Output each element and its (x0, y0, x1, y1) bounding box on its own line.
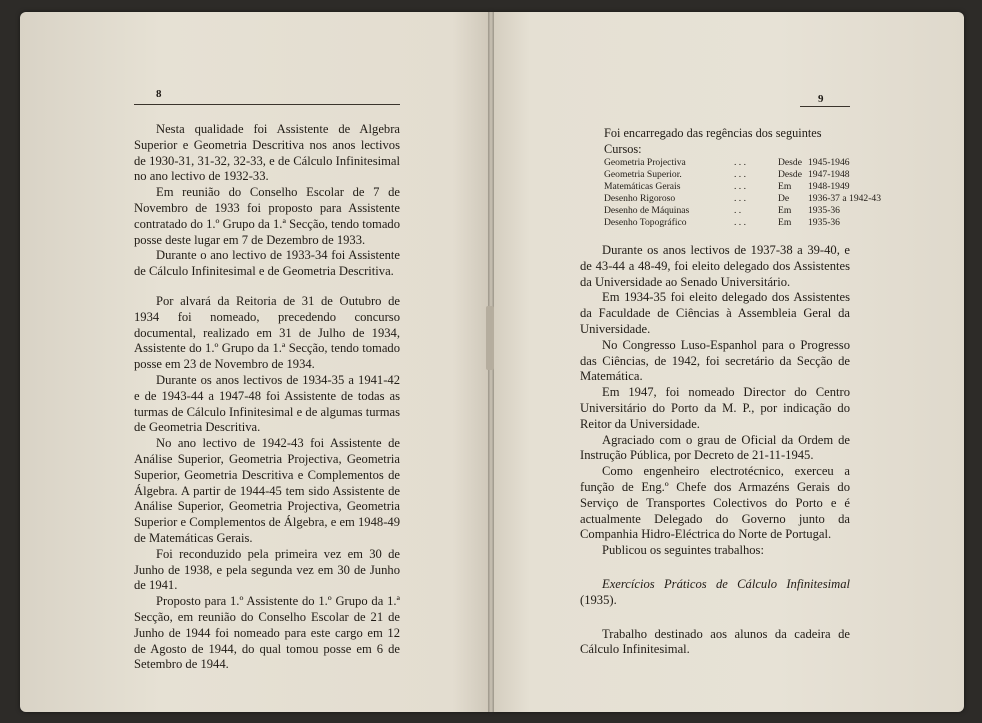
regencia-dots: . . . (734, 157, 746, 168)
regencia-prep: Desde (778, 169, 802, 181)
regencia-prep: De (778, 193, 790, 205)
paragraph: No ano lectivo de 1942-43 foi Assistente de Análise Superior, Geometria Projectiva, Geometria Superior, Geometria Descritiva e Complementos de Álgebra. A partir de 1944-45 tem sido Assistente de Análise Superior, Geometria Projectiva, Geometria Superior e Complementos de Álgebra, e em 1948-49 de Matemáticas Gerais. (134, 436, 400, 545)
regencia-row (604, 217, 888, 229)
regencia-row (604, 205, 888, 217)
paragraph: Em reunião do Conselho Escolar de 7 de Novembro de 1933 foi proposto para Assistente contratado do 1.º Grupo da 1.ª Secção, tendo tomado posse deste lugar em 7 de Dezembro de 1933. (134, 185, 400, 247)
paragraph: Como engenheiro electrotécnico, exerceu a função de Eng.º Chefe dos Armazéns Gerais do Serviço de Transportes Colectivos do Porto e é actualmente Delegado do Governo junto da Companhia Hidro-Eléctrica do Norte de Portugal. (580, 464, 850, 542)
regencia-row (604, 157, 888, 169)
regencia-course: Matemáticas Gerais (604, 181, 681, 193)
paragraph: Durante o ano lectivo de 1933-34 foi Assistente de Cálculo Infinitesimal e de Geometria Descritiva. (134, 248, 400, 279)
regencia-course: Desenho Rigoroso (604, 193, 676, 205)
paragraph: Foi reconduzido pela primeira vez em 30 de Junho de 1938, e pela segunda vez em 30 de Junho de 1941. (134, 546, 400, 593)
regencia-years: 1948-1949 (808, 181, 850, 193)
header-rule-left (134, 104, 400, 105)
regencias-table (604, 157, 888, 230)
left-page-text (134, 122, 400, 673)
regencia-course: Desenho de Máquinas (604, 205, 690, 217)
publication-note: Trabalho destinado aos alunos da cadeira de Cálculo Infinitesimal. (580, 626, 850, 657)
regencias-intro: Foi encarregado das regências dos seguintes Cursos: (604, 126, 822, 156)
publication-title (580, 577, 850, 609)
paragraph: Durante os anos lectivos de 1937-38 a 39-40, e de 43-44 a 48-49, foi eleito delegado dos Assistentes da Universidade ao Senado Universitário. (580, 243, 850, 289)
regencia-years: 1936-37 a 1942-43 (808, 193, 882, 205)
regencia-years: 1947-1948 (808, 169, 850, 181)
work-year: (1935). (580, 592, 617, 607)
regencia-row (604, 181, 888, 193)
regencia-prep: Em (778, 181, 792, 193)
regencia-dots: . . (734, 205, 742, 217)
right-page-text (580, 243, 850, 658)
regencia-dots: . . . (734, 193, 746, 205)
paragraph: Durante os anos lectivos de 1934-35 a 1941-42 e de 1943-44 a 1947-48 foi Assistente de todas as turmas de Cálculo Infinitesimal e de algumas turmas de Geometria Descritiva. (134, 372, 400, 435)
paragraph: Por alvará da Reitoria de 31 de Outubro de 1934 foi nomeado, precedendo concurso documental, realizado em 31 de Julho de 1934, Assistente do 1.º Grupo da 1.ª Secção, tendo tomado posse em 23 de Novembro de 1934. (134, 293, 400, 372)
regencia-dots: . . . (734, 169, 746, 181)
regencia-row (604, 169, 888, 181)
regencia-course: Desenho Topográfico (604, 217, 687, 229)
regencia-prep: Em (778, 205, 792, 217)
paragraph: Em 1934-35 foi eleito delegado dos Assistentes da Faculdade de Ciências à Assembleia Geral da Universidade. (580, 290, 850, 336)
regencia-prep: Desde (778, 157, 802, 168)
regencia-row (604, 193, 888, 205)
regencia-course: Geometria Projectiva (604, 157, 686, 168)
regencia-years: 1935-36 (808, 205, 840, 217)
binding-staple (486, 306, 494, 370)
paragraph: No Congresso Luso-Espanhol para o Progresso das Ciências, de 1942, foi secretário da Secção de Matemática. (580, 337, 850, 384)
work-title: Exercícios Práticos de Cálculo Infinitesimal (602, 576, 850, 591)
header-rule-right (800, 106, 850, 107)
paragraph: Proposto para 1.º Assistente do 1.º Grupo da 1.ª Secção, em reunião do Conselho Escolar de 21 de Junho de 1944 foi nomeado para este cargo em 12 de Agosto de 1944, do qual tomou posse em 6 de Setembro de 1944. (134, 594, 400, 672)
paragraph: Em 1947, foi nomeado Director do Centro Universitário do Porto da M. P., por indicação do Reitor da Universidade. (580, 385, 850, 431)
paragraph: Agraciado com o grau de Oficial da Ordem de Instrução Pública, por Decreto de 21-11-1945. (580, 432, 850, 463)
regencia-years: 1945-1946 (808, 157, 850, 168)
regencia-dots: . . . (734, 217, 746, 229)
regencia-dots: . . . (734, 181, 746, 193)
regencia-years: 1935-36 (808, 217, 840, 229)
regencia-course: Geometria Superior. (604, 169, 682, 181)
paragraph: Nesta qualidade foi Assistente de Algebra Superior e Geometria Descritiva nos anos lectivos de 1930-31, 31-32, 32-33, e de Cálculo Infinitesimal no ano lectivo de 1932-33. (134, 122, 400, 184)
page-number-right: 9 (818, 93, 824, 105)
regencia-prep: Em (778, 217, 792, 229)
paragraph: Publicou os seguintes trabalhos: (602, 543, 764, 558)
page-number-left: 8 (156, 88, 162, 100)
